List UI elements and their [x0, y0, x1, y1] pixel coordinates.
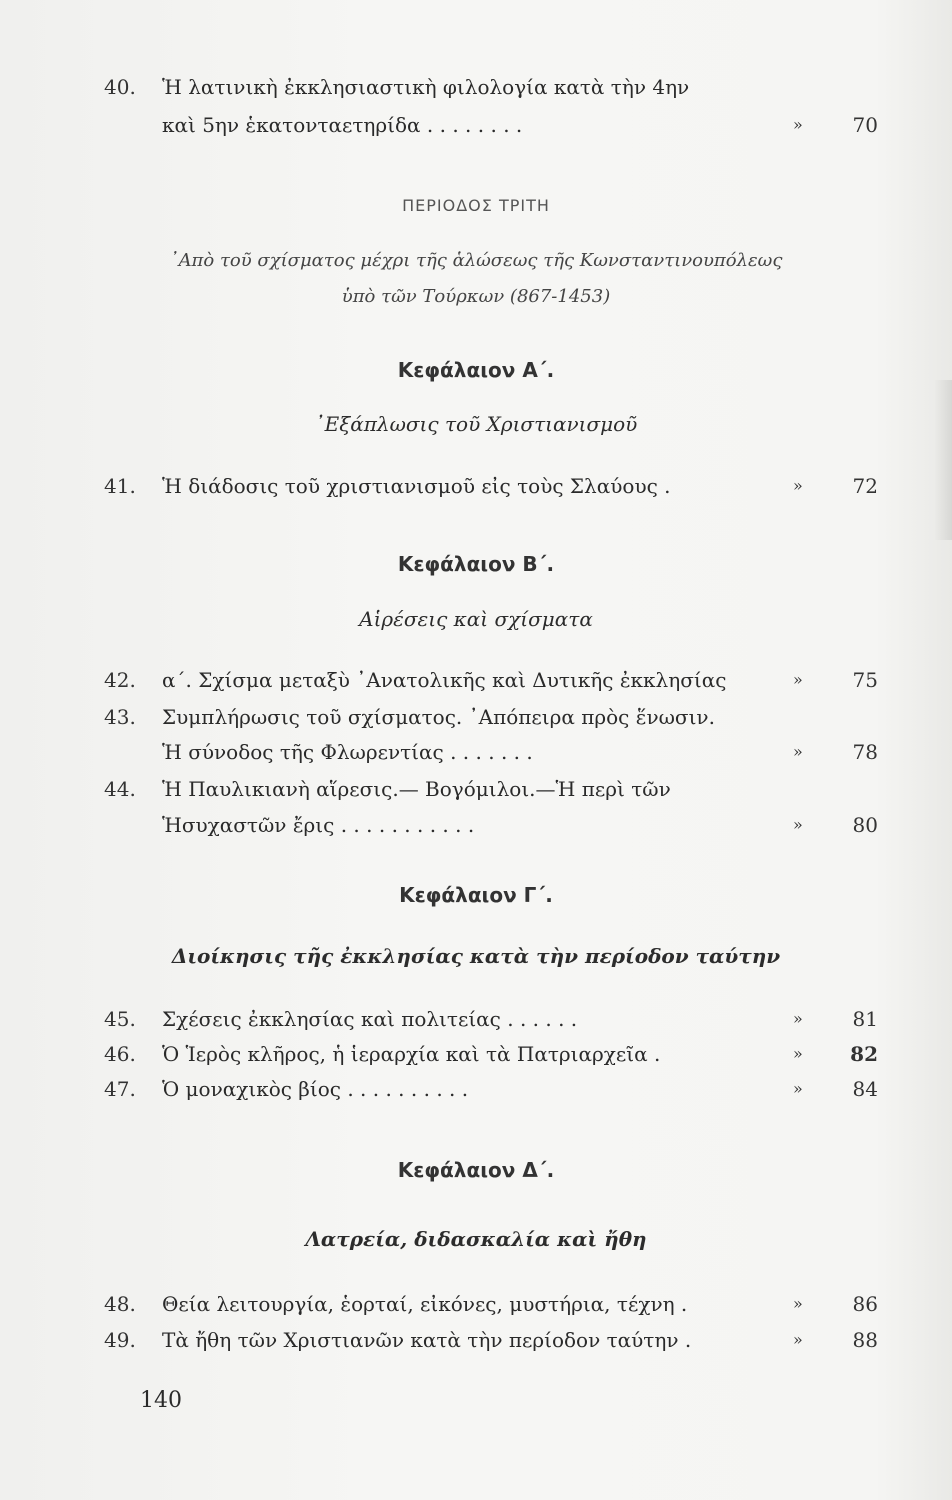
period-heading: ΠΕΡΙΟΔΟΣ ΤΡΙΤΗ [402, 196, 550, 215]
chapter-a-heading: Κεφάλαιον Α΄. [397, 358, 555, 382]
entry-44-line1: Ἡ Παυλικιανὴ αἵρεσις.— Βογόμιλοι.—Ἡ περὶ τῶν [162, 777, 671, 801]
entry-41-number: 41. [104, 474, 136, 498]
entry-46-number: 46. [104, 1042, 136, 1066]
entry-42-text: α΄. Σχίσμα μεταξὺ ᾿Ανατολικῆς καὶ Δυτικῆς ἐκκλησίας [162, 668, 727, 692]
entry-44-page: 80 [852, 813, 878, 837]
entry-46-page: 82 [850, 1042, 878, 1066]
page-edge-shadow [934, 380, 952, 540]
page-number: 140 [140, 1388, 182, 1413]
entry-47-number: 47. [104, 1077, 136, 1101]
entry-43-mark: » [793, 742, 803, 761]
entry-49-page: 88 [852, 1328, 878, 1352]
period-subtitle-line1: ᾿Απὸ τοῦ σχίσματος μέχρι τῆς ἁλώσεως τῆς Κωνσταντινουπόλεως [169, 250, 783, 271]
entry-49-text: Τὰ ἤθη τῶν Χριστιανῶν κατὰ τὴν περίοδον ταύτην . [162, 1328, 692, 1352]
entry-45-text: Σχέσεις ἐκκλησίας καὶ πολιτείας . . . . . . [162, 1007, 578, 1031]
entry-42-page: 75 [852, 668, 878, 692]
entry-49-mark: » [793, 1330, 803, 1349]
chapter-c-heading: Κεφάλαιον Γ΄. [399, 883, 553, 907]
entry-43-page: 78 [852, 740, 878, 764]
entry-44-number: 44. [104, 777, 136, 801]
entry-48-text: Θεία λειτουργία, ἑορταί, εἰκόνες, μυστήρια, τέχνη . [162, 1292, 688, 1316]
entry-43-line1: Συμπλήρωσις τοῦ σχίσματος. ᾿Απόπειρα πρὸς ἕνωσιν. [162, 705, 715, 729]
entry-47-page: 84 [852, 1077, 878, 1101]
entry-40-mark: » [793, 115, 803, 134]
period-subtitle-line2: ὑπὸ τῶν Τούρκων (867-1453) [341, 286, 611, 307]
entry-48-number: 48. [104, 1292, 136, 1316]
entry-43-line2: Ἡ σύνοδος τῆς Φλωρεντίας . . . . . . . [162, 740, 533, 764]
entry-41-text: Ἡ διάδοσις τοῦ χριστιανισμοῦ εἰς τοὺς Σλαύους . [162, 474, 671, 498]
entry-42-number: 42. [104, 668, 136, 692]
chapter-b-heading: Κεφάλαιον Β΄. [397, 552, 555, 576]
entry-40-page: 70 [852, 113, 878, 137]
entry-43-number: 43. [104, 705, 136, 729]
chapter-d-heading: Κεφάλαιον Δ΄. [397, 1158, 555, 1182]
entry-46-text: Ὁ Ἱερὸς κλῆρος, ἡ ἱεραρχία καὶ τὰ Πατριαρχεῖα . [162, 1042, 661, 1066]
entry-45-page: 81 [852, 1007, 878, 1031]
chapter-b-title: Αἱρέσεις καὶ σχίσματα [359, 607, 593, 631]
entry-40-number: 40. [104, 75, 136, 99]
entry-44-line2: Ἡσυχαστῶν ἔρις . . . . . . . . . . . [162, 813, 475, 837]
entry-47-mark: » [793, 1079, 803, 1098]
entry-40-line1: Ἡ λατινικὴ ἐκκλησιαστικὴ φιλολογία κατὰ τὴν 4ην [162, 75, 690, 99]
entry-44-mark: » [793, 815, 803, 834]
entry-45-number: 45. [104, 1007, 136, 1031]
entry-46-mark: » [793, 1044, 803, 1063]
chapter-a-title: ᾿Εξάπλωσις τοῦ Χριστιανισμοῦ [314, 412, 638, 436]
entry-41-page: 72 [852, 474, 878, 498]
entry-48-mark: » [793, 1294, 803, 1313]
entry-48-page: 86 [852, 1292, 878, 1316]
entry-42-mark: » [793, 670, 803, 689]
entry-41-mark: » [793, 476, 803, 495]
chapter-d-title: Λατρεία, διδασκαλία καὶ ἤθη [305, 1227, 647, 1251]
entry-49-number: 49. [104, 1328, 136, 1352]
entry-45-mark: » [793, 1009, 803, 1028]
chapter-c-title: Διοίκησις τῆς ἐκκλησίας κατὰ τὴν περίοδον ταύτην [171, 944, 781, 968]
entry-40-line2: καὶ 5ην ἑκατονταετηρίδα . . . . . . . . [162, 113, 523, 137]
entry-47-text: Ὁ μοναχικὸς βίος . . . . . . . . . . [162, 1077, 469, 1101]
